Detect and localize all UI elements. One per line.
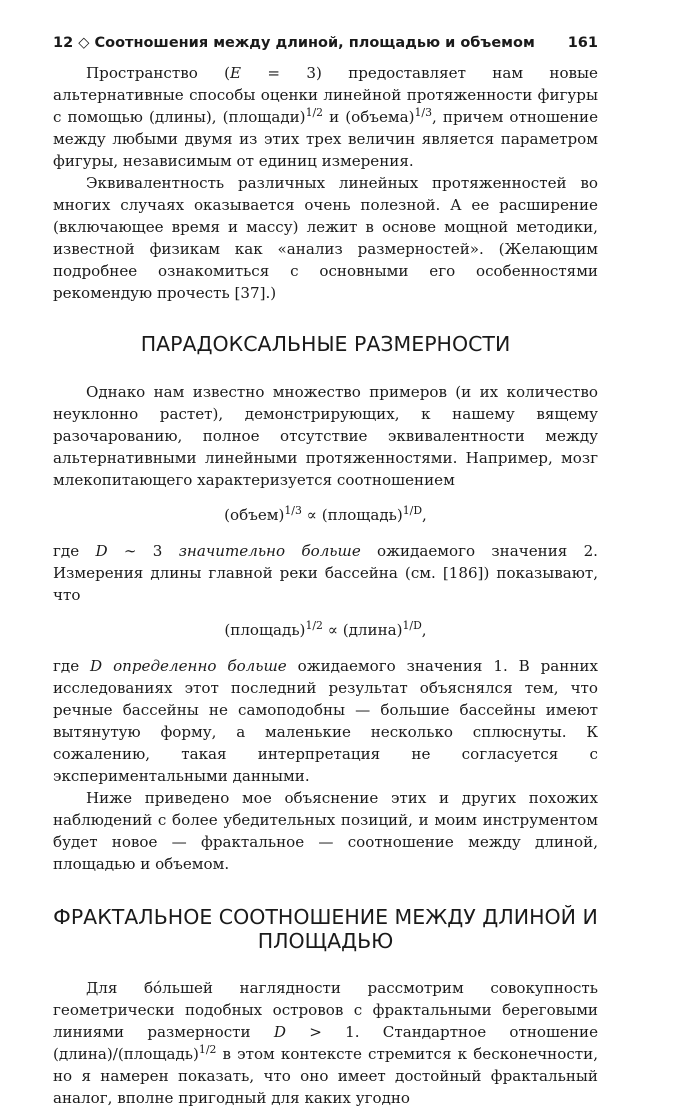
exponent: 1/2 bbox=[305, 106, 324, 120]
paragraph-equivalence: Эквивалентность различных линейных протяженностей во многих случаях оказывается очень полезной. А ее расширение (включающее время и массу) лежит в основе мощной методики, известной физикам как «анализ размерностей». (Желающим подробнее ознакомиться с основными его особенностями рекомендую прочесть [37].) bbox=[53, 174, 598, 302]
page-body bbox=[53, 62, 598, 1109]
emphasis: определенно больше bbox=[113, 657, 287, 675]
paragraph-islands: Для бóльшей наглядности рассмотрим совокупность геометрически подобных островов с фрактальными береговыми линиями размерности D > 1. Стандартное отношение (длина)/(площадь)$^{1/2}$ в этом контексте стремится к бесконечности, но я намерен показать, что оно имеет достойный фрактальный аналог, вполне пригодный для каких угодно bbox=[53, 979, 598, 1107]
section-heading-paradoxical: ПАРАДОКСАЛЬНЫЕ РАЗМЕРНОСТИ bbox=[140, 332, 511, 356]
section-heading-fractal-relation: ФРАКТАЛЬНОЕ СООТНОШЕНИЕ МЕЖДУ ДЛИНОЙ И ПЛОЩАДЬЮ bbox=[53, 905, 598, 953]
diamond-icon: ◇ bbox=[78, 35, 90, 51]
paragraph-examples: Однако нам известно множество примеров (и их количество неуклонно растет), демонстрирующих, к нашему вящему разочарованию, полное отсутствие эквивалентности между альтернативными линейными протяженностями. Например, мозг млекопитающего характеризуется соотношением bbox=[53, 383, 598, 489]
running-head-left bbox=[53, 35, 535, 51]
running-head bbox=[53, 35, 598, 55]
exponent: 1/3 bbox=[414, 106, 432, 120]
paragraph-river-basins: где D определенно больше ожидаемого значения 1. В ранних исследованиях этот последний результат объяснялся тем, что речные бассейны не самоподобны — большие бассейны имеют вытянутую форму, а маленькие несколько сплюснуты. К сожалению, такая интерпретация не согласуется с экспериментальными данными. bbox=[53, 657, 598, 785]
chapter-number: 12 bbox=[53, 35, 74, 51]
page-number: 161 bbox=[567, 35, 598, 51]
chapter-title: Соотношения между длиной, площадью и объемом bbox=[94, 35, 535, 51]
paragraph-brain-dimension: где D ∼ 3 значительно больше ожидаемого значения 2. Измерения длины главной реки бассейна (см. [186]) показывают, что bbox=[53, 542, 598, 604]
paragraph-space-dimension: Пространство (E = 3) предоставляет нам новые альтернативные способы оценки линейной протяженности фигуры с помощью (длины), (площади)$^{1/2}$ и (объема)$^{1/3}$, причем отношение между любыми двумя из этих трех величин является параметром фигуры, независимым от единиц измерения. bbox=[53, 64, 599, 170]
emphasis: значительно больше bbox=[178, 542, 361, 560]
exponent: 1/2 bbox=[198, 1043, 217, 1057]
formula-area-length: (площадь)$^{1/2}$ ∝ (длина)$^{1/D}$, bbox=[224, 619, 427, 639]
paragraph-explanation: Ниже приведено мое объяснение этих и других похожих наблюдений с более убедительных позиций, и моим инструментом будет новое — фрактальное — соотношение между длиной, площадью и объемом. bbox=[53, 789, 598, 873]
formula-volume-area: (объем)$^{1/3}$ ∝ (площадь)$^{1/D}$, bbox=[224, 504, 427, 524]
math-e: E bbox=[230, 64, 242, 82]
